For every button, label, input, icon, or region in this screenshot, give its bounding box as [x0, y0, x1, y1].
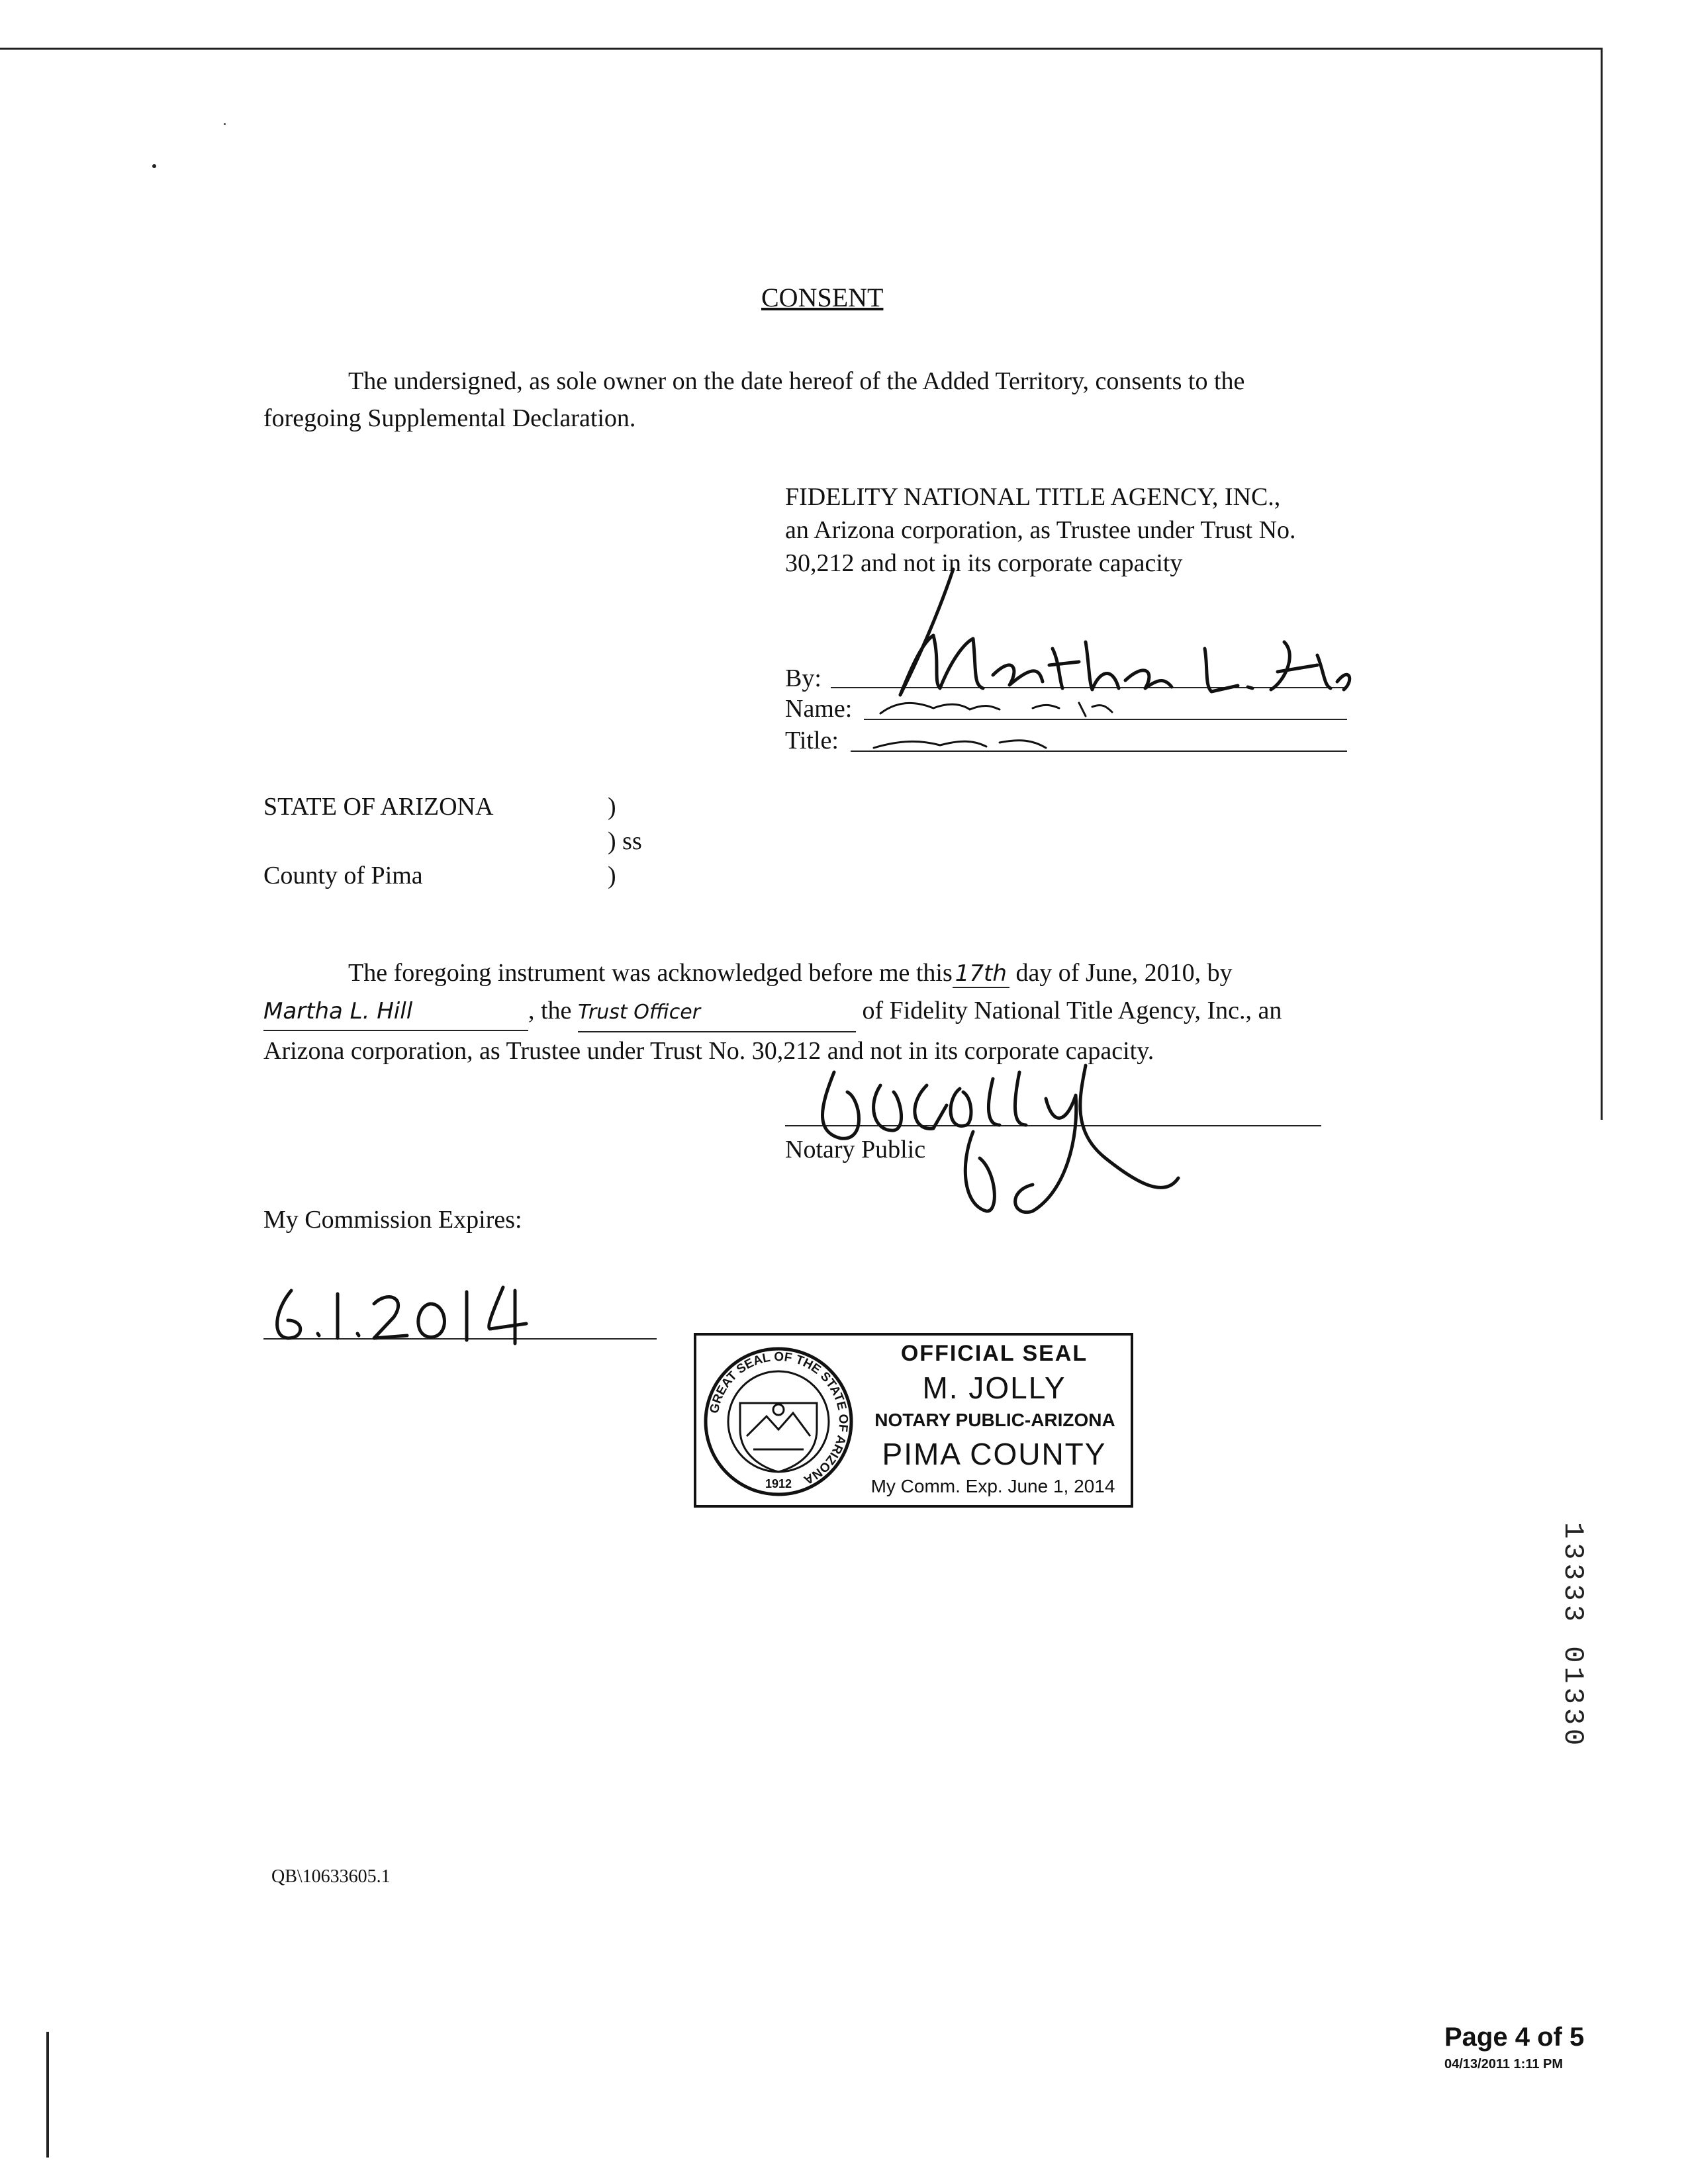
venue-paren-close: ) — [608, 862, 616, 889]
ack-text-1: The foregoing instrument was acknowledged before me this — [348, 959, 953, 987]
acknowledgment-paragraph — [263, 954, 1402, 1069]
ack-line-3: Arizona corporation, as Trustee under Trust No. 30,212 and not in its corporate capacity. — [263, 1037, 1154, 1065]
title-label: Title: — [785, 727, 839, 754]
great-seal-emblem — [700, 1343, 857, 1500]
commission-label: My Commission Expires: — [263, 1206, 522, 1234]
document-id: QB\10633605.1 — [271, 1866, 391, 1887]
intro-paragraph — [263, 363, 1402, 437]
intro-line-2: foregoing Supplemental Declaration. — [263, 404, 636, 432]
seal-ring-text: GREAT SEAL OF THE STATE OF ARIZONA — [707, 1349, 851, 1487]
venue-paren-open: ) — [608, 793, 616, 821]
scan-speck — [152, 164, 156, 168]
notary-public-label: Notary Public — [785, 1136, 926, 1163]
seal-expiration: My Comm. Exp. June 1, 2014 — [870, 1476, 1115, 1496]
top-border-line — [0, 48, 1602, 50]
seal-notary-state: NOTARY PUBLIC-ARIZONA — [874, 1410, 1115, 1430]
ack-text-3: of Fidelity National Title Agency, Inc., an — [862, 997, 1282, 1024]
by-label: By: — [785, 664, 821, 692]
venue-state: STATE OF ARIZONA — [263, 793, 494, 821]
recording-number: 13333 01330 — [1557, 1522, 1589, 1750]
seal-notary-name: M. JOLLY — [922, 1371, 1066, 1405]
seal-title: OFFICIAL SEAL — [900, 1341, 1088, 1366]
intro-line-1: The undersigned, as sole owner on the date hereof of the Added Territory, consents to the — [348, 367, 1245, 395]
entity-line-2: an Arizona corporation, as Trustee under Trust No. — [785, 516, 1296, 544]
handwritten-day: 17th — [953, 960, 1009, 988]
left-edge-mark — [46, 2032, 49, 2158]
print-timestamp: 04/13/2011 1:11 PM — [1444, 2057, 1564, 2071]
entity-name: FIDELITY NATIONAL TITLE AGENCY, INC., — [785, 483, 1281, 511]
handwritten-ack-title: Trust Officer — [578, 994, 856, 1032]
seal-county: PIMA COUNTY — [882, 1437, 1107, 1471]
venue-county: County of Pima — [263, 862, 423, 889]
ack-line-1 — [263, 954, 1402, 992]
ack-comma-the: , the — [528, 997, 572, 1024]
notary-signature — [794, 1059, 1205, 1224]
ack-line-2 — [263, 992, 1402, 1032]
document-title: CONSENT — [761, 283, 884, 312]
seal-year: 1912 — [765, 1477, 792, 1490]
page-number: Page 4 of 5 — [1444, 2023, 1585, 2052]
right-border-line — [1601, 48, 1603, 1120]
handwritten-ack-name: Martha L. Hill — [263, 993, 528, 1031]
ack-text-2: day of June, 2010, by — [1015, 959, 1233, 987]
entity-line-3: 30,212 and not in its corporate capacity — [785, 549, 1183, 577]
scan-speck — [224, 123, 226, 125]
venue-ss: ) ss — [608, 827, 642, 855]
name-label: Name: — [785, 695, 853, 723]
official-seal-stamp — [694, 1333, 1133, 1508]
